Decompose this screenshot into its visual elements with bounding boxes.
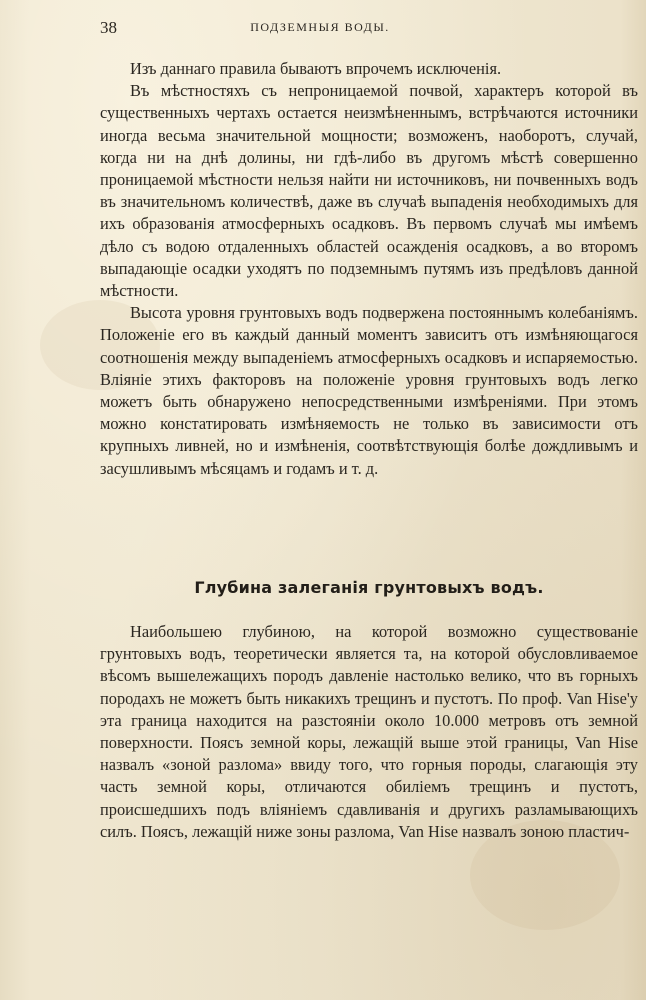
running-head: ПОДЗЕМНЫЯ ВОДЫ. [250, 20, 390, 34]
page-number: 38 [100, 18, 117, 37]
page-header [100, 14, 540, 42]
paragraph: Наибольшею глубиною, на которой возможно существованіе грунтовыхъ водъ, теоретически является та, на которой обусловливаемое вѣсомъ вышележащихъ породъ давленіе настолько велико, что въ горныхъ породахъ не можетъ быть никакихъ трещинъ и пустотъ. По проф. Van Hise'у эта граница находится на разстояніи около 10.000 метровъ отъ земной поверхности. Поясъ земной коры, лежащій выше этой границы, Van Hise назвалъ «зоной разлома» ввиду того, что горныя породы, слагающія эту часть земной коры, отличаются обиліемъ трещинъ и пустотъ, происшедшихъ подъ вліяніемъ сдавливанія и другихъ разламывающихъ силъ. Поясъ, лежащій ниже зоны разлома, Van Hise назвалъ зоною пластич- [100, 622, 638, 841]
paragraph: Въ мѣстностяхъ съ непроницаемой почвой, характеръ которой въ существенныхъ чертахъ остается неизмѣненнымъ, встрѣчаются источники иногда весьма значительной мощности; возможенъ, наоборотъ, случай, когда ни на днѣ долины, ни гдѣ-либо въ другомъ мѣстѣ совершенно проницаемой мѣстности нельзя найти ни источниковъ, ни почвенныхъ водъ въ значительномъ количествѣ, даже въ случаѣ выпаденія необходимыхъ для ихъ образованія атмосферныхъ осадковъ. Въ первомъ случаѣ мы имѣемъ дѣло съ водою отдаленныхъ областей осажденія осадковъ, а во второмъ выпадающіе осадки уходятъ по подземнымъ путямъ изъ предѣловъ данной мѣстности. [100, 81, 638, 301]
text-block-top [100, 58, 638, 480]
paragraph: Высота уровня грунтовыхъ водъ подвержена постояннымъ колебаніямъ. Положеніе его въ каждый данный моментъ зависитъ отъ измѣняющагося соотношенія между выпаденіемъ атмосферныхъ осадковъ и испаряемостью. Вліяніе этихъ факторовъ на положеніе уровня грунтовыхъ водъ легко можетъ быть обнаружено непосредственными измѣреніями. При этомъ можно констатировать измѣняемость не только въ зависимости отъ крупныхъ ливней, но и измѣненія, соотвѣтствующія болѣе дождливымъ и засушливымъ мѣсяцамъ и годамъ и т. д. [100, 303, 638, 478]
paragraph: Изъ даннаго правила бываютъ впрочемъ исключенія. [130, 59, 502, 78]
text-block-bottom [100, 621, 638, 843]
section-heading: Глубина залеганія грунтовыхъ водъ. [194, 578, 544, 597]
